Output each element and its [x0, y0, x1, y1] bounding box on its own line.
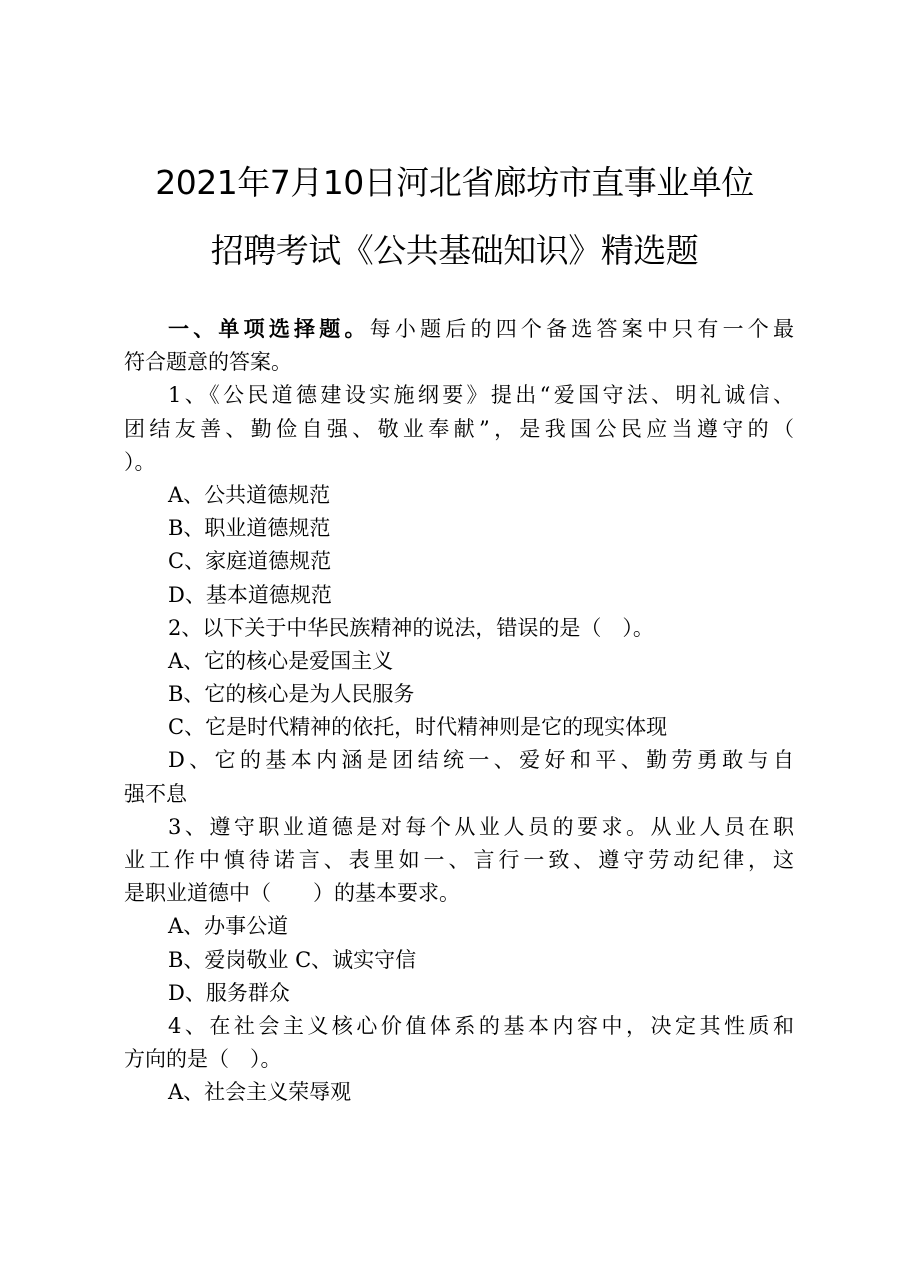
question-1-option-a: A、公共道德规范: [168, 482, 331, 507]
question-2-option-c: C、它是时代精神的依托，时代精神则是它的现实体现: [168, 715, 668, 740]
question-3-stem-line-3: 是职业道德中（ ）的基本要求。: [124, 881, 460, 906]
question-1-option-d: D、基本道德规范: [168, 582, 332, 607]
question-3-stem-line-2: 业工作中慎待诺言、表里如一、言行一致、遵守劳动纪律，这: [124, 848, 794, 872]
question-2-stem: 2、以下关于中华民族精神的说法，错误的是（ ）。: [168, 615, 654, 640]
question-2-option-a: A、它的核心是爱国主义: [168, 648, 394, 673]
question-3-option-a: A、办事公道: [168, 914, 289, 939]
question-3-stem-line-1: 3、遵守职业道德是对每个从业人员的要求。从业人员在职: [168, 814, 794, 839]
question-2-option-d-line-1: D、它的基本内涵是团结统一、爱好和平、勤劳勇敢与自: [168, 748, 794, 773]
question-1-option-c: C、家庭道德规范: [168, 549, 332, 574]
section-heading: 一、单项选择题。: [168, 317, 370, 341]
question-3-option-b-c: B、爱岗敬业 C、诚实守信: [168, 947, 417, 972]
document-title-line-1: 2021年7月10日河北省廊坊市直事业单位: [155, 163, 754, 202]
section-intro-line-2: 符合题意的答案。: [124, 350, 292, 375]
question-2-option-b: B、它的核心是为人民服务: [168, 682, 415, 707]
question-4-stem-line-1: 4、在社会主义核心价值体系的基本内容中，决定其性质和: [168, 1013, 794, 1038]
question-1-option-b: B、职业道德规范: [168, 516, 331, 541]
question-1-stem-line-2: 团结友善、勤俭自强、敬业奉献”，是我国公民应当遵守的（: [124, 416, 794, 441]
document-body: [124, 313, 804, 1110]
section-intro-text: 每小题后的四个备选答案中只有一个最: [369, 317, 795, 341]
question-4-option-a: A、社会主义荣辱观: [168, 1080, 352, 1105]
question-1-stem-line-3: ）。: [124, 449, 156, 474]
section-intro-line-1: [124, 313, 794, 346]
question-2-option-d-line-2: 强不息: [124, 781, 187, 806]
question-3-option-d: D、服务群众: [168, 980, 290, 1005]
question-1-stem-line-1: 1、《公民道德建设实施纲要》提出“爱国守法、明礼诚信、: [168, 383, 794, 408]
question-4-stem-line-2: 方向的是（ ）。: [124, 1047, 282, 1072]
document-title-line-2: 招聘考试《公共基础知识》精选题: [210, 231, 699, 270]
